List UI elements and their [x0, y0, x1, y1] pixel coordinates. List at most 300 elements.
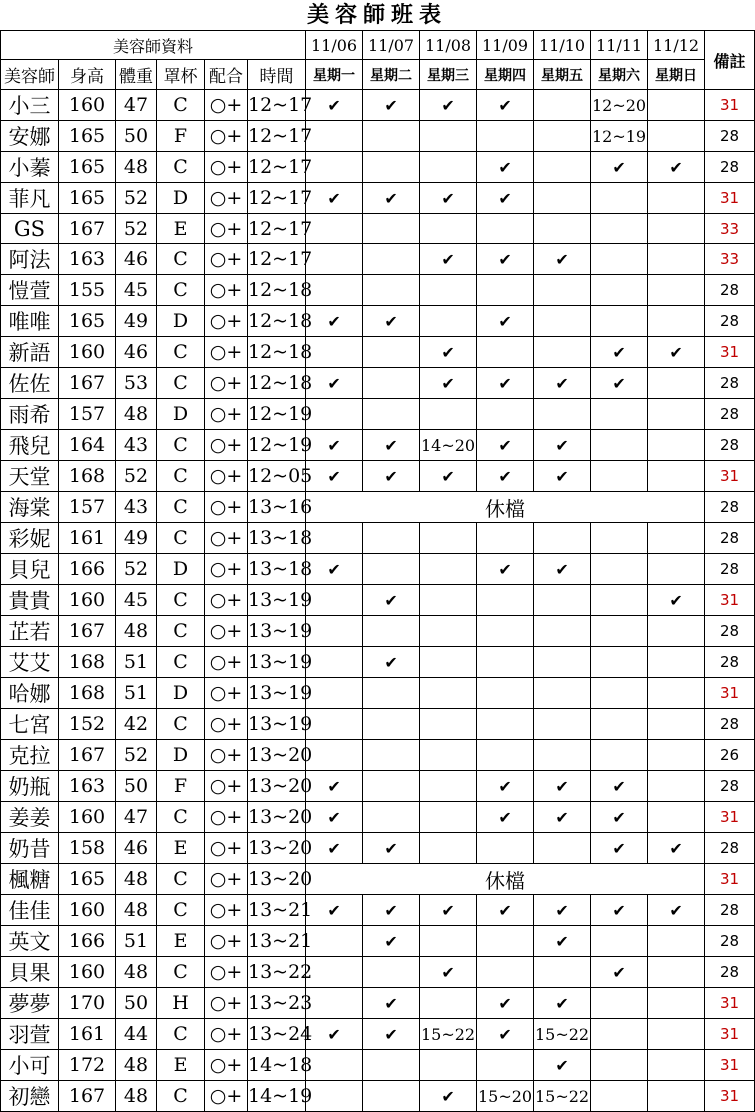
table-row: [1, 802, 755, 833]
weight-cell: 52: [116, 740, 157, 771]
mode-cell: ○+: [205, 121, 248, 152]
height-cell: 168: [59, 461, 116, 492]
time-cell: 13~19: [248, 709, 306, 740]
day-cell: ✔: [534, 461, 591, 492]
name-cell: 佐佐: [1, 368, 59, 399]
name-cell: 安娜: [1, 121, 59, 152]
name-cell: 菲凡: [1, 183, 59, 214]
time-cell: 13~20: [248, 833, 306, 864]
note-header: 備註: [705, 31, 755, 90]
day-cell: ✔: [363, 895, 420, 926]
height-cell: 170: [59, 988, 116, 1019]
table-row: [1, 926, 755, 957]
day-cell: ✔: [477, 895, 534, 926]
date-header: 11/09: [477, 31, 534, 60]
day-cell: [363, 802, 420, 833]
day-cell: ✔: [306, 183, 363, 214]
weight-cell: 52: [116, 461, 157, 492]
day-cell: [363, 275, 420, 306]
day-cell: [363, 678, 420, 709]
day-cell: [534, 585, 591, 616]
height-cell: 157: [59, 399, 116, 430]
note-cell: 28: [705, 709, 755, 740]
table-row: [1, 90, 755, 121]
day-cell: [648, 430, 705, 461]
mode-cell: ○+: [205, 1050, 248, 1081]
cup-cell: D: [157, 554, 205, 585]
height-cell: 160: [59, 895, 116, 926]
day-cell: ✔: [306, 895, 363, 926]
weekday-header: 星期二: [363, 60, 420, 90]
day-cell: [363, 368, 420, 399]
day-cell: ✔: [648, 895, 705, 926]
day-cell: ✔: [363, 585, 420, 616]
cup-cell: C: [157, 368, 205, 399]
day-cell: [591, 926, 648, 957]
day-cell: [420, 1050, 477, 1081]
day-cell: ✔: [363, 647, 420, 678]
column-header: 配合: [205, 60, 248, 90]
day-cell: ✔: [363, 833, 420, 864]
mode-cell: ○+: [205, 183, 248, 214]
table-row: [1, 678, 755, 709]
height-cell: 160: [59, 90, 116, 121]
note-cell: 28: [705, 152, 755, 183]
day-cell: 15~22: [420, 1019, 477, 1050]
cup-cell: C: [157, 647, 205, 678]
day-cell: [420, 399, 477, 430]
day-cell: ✔: [420, 183, 477, 214]
day-cell: [477, 399, 534, 430]
day-cell: 15~22: [534, 1019, 591, 1050]
day-cell: [648, 554, 705, 585]
name-cell: 小三: [1, 90, 59, 121]
cup-cell: C: [157, 1081, 205, 1112]
day-cell: ✔: [534, 1050, 591, 1081]
day-cell: ✔: [306, 1019, 363, 1050]
cup-cell: E: [157, 1050, 205, 1081]
day-cell: [591, 244, 648, 275]
cup-cell: E: [157, 926, 205, 957]
day-cell: ✔: [420, 895, 477, 926]
height-cell: 165: [59, 864, 116, 895]
day-cell: ✔: [591, 833, 648, 864]
height-cell: 167: [59, 1081, 116, 1112]
height-cell: 157: [59, 492, 116, 523]
table-row: [1, 895, 755, 926]
mode-cell: ○+: [205, 1019, 248, 1050]
day-cell: [591, 585, 648, 616]
day-cell: [591, 1019, 648, 1050]
weight-cell: 50: [116, 121, 157, 152]
table-row: [1, 1050, 755, 1081]
weight-cell: 52: [116, 554, 157, 585]
table-row: [1, 152, 755, 183]
cup-cell: C: [157, 90, 205, 121]
mode-cell: ○+: [205, 895, 248, 926]
weight-cell: 51: [116, 647, 157, 678]
note-cell: 28: [705, 647, 755, 678]
date-header: 11/11: [591, 31, 648, 60]
day-cell: [477, 585, 534, 616]
day-cell: ✔: [306, 554, 363, 585]
name-cell: 愷萱: [1, 275, 59, 306]
time-cell: 13~20: [248, 740, 306, 771]
mode-cell: ○+: [205, 214, 248, 244]
day-cell: [648, 523, 705, 554]
day-cell: ✔: [477, 988, 534, 1019]
day-cell: [420, 771, 477, 802]
time-cell: 12~17: [248, 183, 306, 214]
day-cell: [534, 337, 591, 368]
height-cell: 152: [59, 709, 116, 740]
time-cell: 12~17: [248, 90, 306, 121]
time-cell: 13~19: [248, 616, 306, 647]
table-row: [1, 244, 755, 275]
height-cell: 168: [59, 678, 116, 709]
name-cell: 阿法: [1, 244, 59, 275]
mode-cell: ○+: [205, 864, 248, 895]
day-cell: ✔: [363, 1019, 420, 1050]
day-cell: [363, 214, 420, 244]
mode-cell: ○+: [205, 616, 248, 647]
table-row: [1, 709, 755, 740]
day-cell: [591, 988, 648, 1019]
table-row: [1, 585, 755, 616]
mode-cell: ○+: [205, 554, 248, 585]
day-cell: [420, 214, 477, 244]
day-cell: ✔: [648, 833, 705, 864]
cup-cell: E: [157, 214, 205, 244]
day-cell: [648, 616, 705, 647]
time-cell: 13~16: [248, 492, 306, 523]
day-cell: ✔: [420, 1081, 477, 1112]
day-cell: [477, 957, 534, 988]
day-cell: ✔: [363, 926, 420, 957]
column-header: 時間: [248, 60, 306, 90]
mode-cell: ○+: [205, 926, 248, 957]
mode-cell: ○+: [205, 771, 248, 802]
day-cell: 12~20: [591, 90, 648, 121]
weight-cell: 43: [116, 492, 157, 523]
day-cell: ✔: [477, 244, 534, 275]
day-cell: [420, 275, 477, 306]
mode-cell: ○+: [205, 275, 248, 306]
height-cell: 167: [59, 740, 116, 771]
table-row: [1, 306, 755, 337]
day-cell: [648, 275, 705, 306]
day-cell: [591, 678, 648, 709]
time-cell: 14~19: [248, 1081, 306, 1112]
day-cell: [363, 399, 420, 430]
name-cell: 佳佳: [1, 895, 59, 926]
table-row: [1, 399, 755, 430]
day-cell: [591, 616, 648, 647]
column-header: 美容師: [1, 60, 59, 90]
note-cell: 31: [705, 585, 755, 616]
note-cell: 28: [705, 771, 755, 802]
day-cell: [477, 709, 534, 740]
cup-cell: C: [157, 864, 205, 895]
mode-cell: ○+: [205, 647, 248, 678]
table-row: [1, 121, 755, 152]
day-cell: [420, 152, 477, 183]
day-cell: ✔: [306, 771, 363, 802]
cup-cell: C: [157, 585, 205, 616]
schedule-table: [0, 30, 755, 1112]
note-cell: 31: [705, 1081, 755, 1112]
day-cell: [648, 926, 705, 957]
name-cell: 奶瓶: [1, 771, 59, 802]
height-cell: 165: [59, 183, 116, 214]
day-cell: [648, 183, 705, 214]
day-cell: ✔: [477, 1019, 534, 1050]
weight-cell: 48: [116, 895, 157, 926]
day-cell: ✔: [420, 368, 477, 399]
weight-cell: 48: [116, 616, 157, 647]
cup-cell: C: [157, 709, 205, 740]
day-cell: [420, 585, 477, 616]
day-cell: 14~20: [420, 430, 477, 461]
day-cell: [306, 399, 363, 430]
day-cell: [363, 244, 420, 275]
cup-cell: D: [157, 740, 205, 771]
mode-cell: ○+: [205, 988, 248, 1019]
day-cell: [306, 214, 363, 244]
weight-cell: 49: [116, 306, 157, 337]
day-cell: [534, 616, 591, 647]
day-cell: ✔: [420, 90, 477, 121]
height-cell: 164: [59, 430, 116, 461]
day-cell: [591, 523, 648, 554]
height-cell: 168: [59, 647, 116, 678]
mode-cell: ○+: [205, 957, 248, 988]
note-cell: 28: [705, 833, 755, 864]
day-cell: [534, 957, 591, 988]
table-row: [1, 523, 755, 554]
day-cell: [306, 988, 363, 1019]
day-cell: [420, 833, 477, 864]
profile-group-header: 美容師資料: [1, 31, 306, 60]
height-cell: 167: [59, 368, 116, 399]
day-cell: [534, 275, 591, 306]
weight-cell: 50: [116, 771, 157, 802]
day-cell: [648, 306, 705, 337]
day-cell: [591, 214, 648, 244]
weight-cell: 51: [116, 678, 157, 709]
day-cell: ✔: [477, 554, 534, 585]
time-cell: 13~18: [248, 554, 306, 585]
name-cell: 芷若: [1, 616, 59, 647]
cup-cell: C: [157, 337, 205, 368]
cup-cell: C: [157, 430, 205, 461]
mode-cell: ○+: [205, 152, 248, 183]
day-cell: [591, 183, 648, 214]
mode-cell: ○+: [205, 740, 248, 771]
day-cell: [306, 709, 363, 740]
weight-cell: 51: [116, 926, 157, 957]
time-cell: 13~24: [248, 1019, 306, 1050]
name-cell: GS: [1, 214, 59, 244]
table-row: [1, 957, 755, 988]
day-cell: ✔: [420, 244, 477, 275]
date-header: 11/12: [648, 31, 705, 60]
day-cell: [306, 275, 363, 306]
day-cell: ✔: [363, 430, 420, 461]
name-cell: 彩妮: [1, 523, 59, 554]
day-cell: [306, 957, 363, 988]
height-cell: 165: [59, 121, 116, 152]
day-cell: [420, 306, 477, 337]
day-cell: [363, 1081, 420, 1112]
day-cell: [534, 833, 591, 864]
day-cell: [591, 461, 648, 492]
cup-cell: C: [157, 152, 205, 183]
weekday-header: 星期六: [591, 60, 648, 90]
note-cell: 31: [705, 1050, 755, 1081]
day-cell: ✔: [306, 430, 363, 461]
day-cell: [306, 926, 363, 957]
weight-cell: 44: [116, 1019, 157, 1050]
day-cell: [591, 275, 648, 306]
note-cell: 33: [705, 214, 755, 244]
height-cell: 172: [59, 1050, 116, 1081]
day-cell: ✔: [477, 802, 534, 833]
name-cell: 夢夢: [1, 988, 59, 1019]
day-cell: [306, 152, 363, 183]
column-header: 體重: [116, 60, 157, 90]
cup-cell: D: [157, 306, 205, 337]
day-cell: [306, 244, 363, 275]
day-cell: [420, 709, 477, 740]
name-cell: 克拉: [1, 740, 59, 771]
weight-cell: 42: [116, 709, 157, 740]
cup-cell: C: [157, 492, 205, 523]
day-cell: [591, 1081, 648, 1112]
name-cell: 雨希: [1, 399, 59, 430]
mode-cell: ○+: [205, 802, 248, 833]
day-cell: [534, 183, 591, 214]
day-cell: [306, 1081, 363, 1112]
note-cell: 26: [705, 740, 755, 771]
table-row: [1, 616, 755, 647]
height-cell: 166: [59, 926, 116, 957]
weight-cell: 48: [116, 864, 157, 895]
day-cell: ✔: [363, 183, 420, 214]
height-cell: 167: [59, 616, 116, 647]
cup-cell: D: [157, 183, 205, 214]
weekday-header: 星期四: [477, 60, 534, 90]
day-cell: ✔: [591, 368, 648, 399]
name-cell: 海棠: [1, 492, 59, 523]
day-cell: [306, 678, 363, 709]
off-span-cell: 休檔: [306, 864, 705, 895]
weekday-header: 星期一: [306, 60, 363, 90]
time-cell: 13~18: [248, 523, 306, 554]
day-cell: ✔: [306, 368, 363, 399]
day-cell: [363, 957, 420, 988]
mode-cell: ○+: [205, 1081, 248, 1112]
time-cell: 12~19: [248, 399, 306, 430]
time-cell: 13~21: [248, 926, 306, 957]
table-row: [1, 647, 755, 678]
weight-cell: 50: [116, 988, 157, 1019]
day-cell: [363, 709, 420, 740]
day-cell: [648, 121, 705, 152]
name-cell: 唯唯: [1, 306, 59, 337]
name-cell: 天堂: [1, 461, 59, 492]
day-cell: [306, 647, 363, 678]
note-cell: 28: [705, 523, 755, 554]
day-cell: [420, 647, 477, 678]
day-cell: [648, 244, 705, 275]
height-cell: 163: [59, 244, 116, 275]
day-cell: ✔: [591, 895, 648, 926]
day-cell: [591, 647, 648, 678]
weight-cell: 48: [116, 1050, 157, 1081]
time-cell: 12~18: [248, 368, 306, 399]
note-cell: 28: [705, 895, 755, 926]
note-cell: 31: [705, 1019, 755, 1050]
day-cell: ✔: [420, 461, 477, 492]
note-cell: 33: [705, 244, 755, 275]
cup-cell: F: [157, 121, 205, 152]
cup-cell: C: [157, 895, 205, 926]
column-header: 罩杯: [157, 60, 205, 90]
note-cell: 31: [705, 802, 755, 833]
day-cell: [591, 430, 648, 461]
day-cell: ✔: [591, 337, 648, 368]
day-cell: ✔: [591, 152, 648, 183]
day-cell: ✔: [420, 337, 477, 368]
cup-cell: C: [157, 275, 205, 306]
day-cell: [534, 90, 591, 121]
day-cell: [648, 214, 705, 244]
weight-cell: 46: [116, 833, 157, 864]
day-cell: ✔: [534, 802, 591, 833]
table-row: [1, 183, 755, 214]
day-cell: [591, 554, 648, 585]
day-cell: ✔: [534, 430, 591, 461]
day-cell: ✔: [477, 306, 534, 337]
day-cell: [420, 554, 477, 585]
day-cell: ✔: [306, 461, 363, 492]
day-cell: [648, 399, 705, 430]
weight-cell: 45: [116, 585, 157, 616]
table-row: [1, 275, 755, 306]
day-cell: [648, 90, 705, 121]
day-cell: [420, 678, 477, 709]
day-cell: ✔: [477, 771, 534, 802]
day-cell: ✔: [534, 926, 591, 957]
day-cell: [534, 740, 591, 771]
table-row: [1, 740, 755, 771]
table-row: [1, 430, 755, 461]
day-cell: [648, 647, 705, 678]
time-cell: 12~17: [248, 214, 306, 244]
name-cell: 小蓁: [1, 152, 59, 183]
height-cell: 165: [59, 306, 116, 337]
table-row: [1, 554, 755, 585]
time-cell: 13~21: [248, 895, 306, 926]
day-cell: [591, 709, 648, 740]
time-cell: 12~17: [248, 121, 306, 152]
note-cell: 31: [705, 461, 755, 492]
day-cell: [591, 740, 648, 771]
day-cell: [534, 152, 591, 183]
day-cell: ✔: [363, 306, 420, 337]
mode-cell: ○+: [205, 430, 248, 461]
